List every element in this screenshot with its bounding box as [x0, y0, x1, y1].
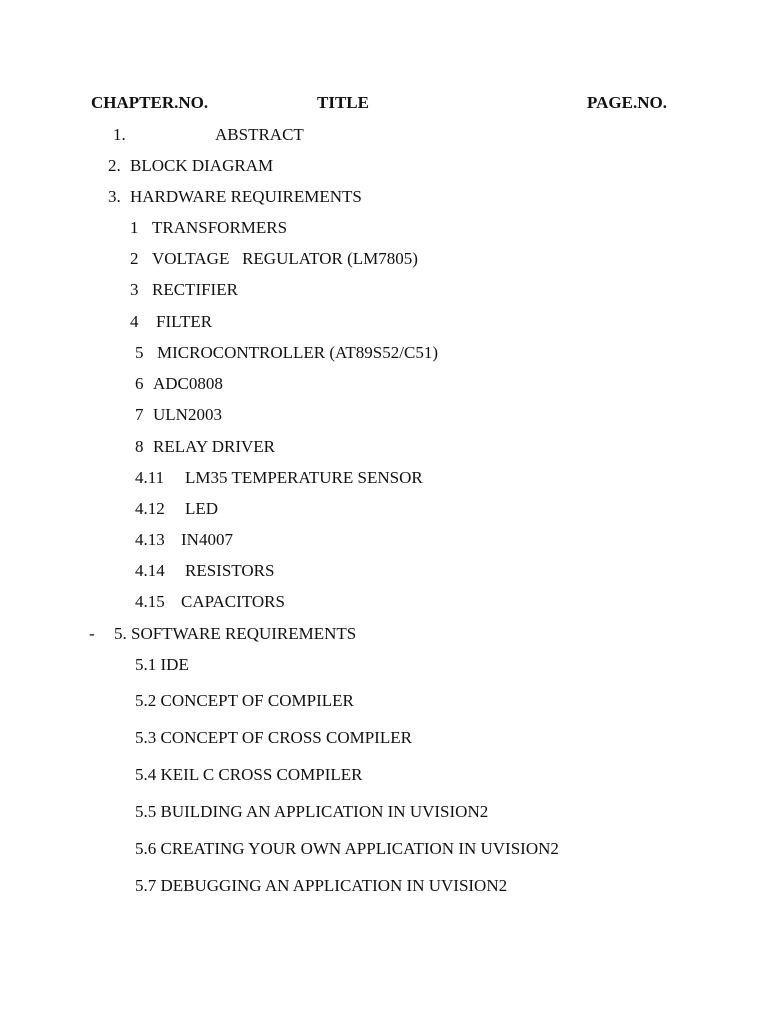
toc-entry-hardware: HARDWARE REQUIREMENTS	[130, 187, 362, 206]
toc-entry-creating: 5.6 CREATING YOUR OWN APPLICATION IN UVISION2	[135, 839, 559, 858]
toc-entry-microcontroller: MICROCONTROLLER (AT89S52/C51)	[157, 343, 438, 362]
toc-entry-cross-compiler: 5.3 CONCEPT OF CROSS COMPILER	[135, 728, 412, 747]
toc-number-uln: 7	[135, 405, 144, 424]
toc-entry-adc: ADC0808	[153, 374, 223, 393]
toc-number-transformers: 1	[130, 218, 139, 237]
toc-number-rectifier: 3	[130, 280, 139, 299]
toc-entry-debugging: 5.7 DEBUGGING AN APPLICATION IN UVISION2	[135, 876, 508, 895]
header-page-no: PAGE.NO.	[587, 93, 667, 112]
toc-number-in4007: 4.13	[135, 530, 165, 549]
toc-entry-in4007: IN4007	[181, 530, 233, 549]
toc-entry-building: 5.5 BUILDING AN APPLICATION IN UVISION2	[135, 802, 489, 821]
toc-entry-lm35: LM35 TEMPERATURE SENSOR	[185, 468, 423, 487]
toc-number-microcontroller: 5	[135, 343, 144, 362]
toc-entry-uln: ULN2003	[153, 405, 222, 424]
toc-entry-software: 5. SOFTWARE REQUIREMENTS	[114, 624, 357, 643]
toc-number-block-diagram: 2.	[108, 156, 121, 175]
toc-entry-capacitors: CAPACITORS	[181, 592, 285, 611]
toc-entry-relay: RELAY DRIVER	[153, 437, 275, 456]
toc-number-capacitors: 4.15	[135, 592, 165, 611]
toc-entry-block-diagram: BLOCK DIAGRAM	[130, 156, 274, 175]
toc-number-led: 4.12	[135, 499, 165, 518]
toc-entry-transformers: TRANSFORMERS	[152, 218, 288, 237]
toc-number-lm35: 4.11	[135, 468, 165, 487]
toc-number-abstract: 1.	[113, 125, 126, 144]
toc-entry-led: LED	[185, 499, 219, 518]
header-chapter-no: CHAPTER.NO.	[91, 93, 209, 112]
toc-number-regulator: 2	[130, 249, 139, 268]
toc-entry-abstract: ABSTRACT	[215, 125, 304, 144]
toc-number-hardware: 3.	[108, 187, 121, 206]
toc-entry-resistors: RESISTORS	[185, 561, 275, 580]
toc-entry-regulator: VOLTAGE REGULATOR (LM7805)	[152, 249, 418, 268]
toc-entry-compiler: 5.2 CONCEPT OF COMPILER	[135, 691, 354, 710]
toc-number-adc: 6	[135, 374, 144, 393]
toc-entry-rectifier: RECTIFIER	[152, 280, 238, 299]
toc-entry-keil: 5.4 KEIL C CROSS COMPILER	[135, 765, 363, 784]
toc-number-relay: 8	[135, 437, 144, 456]
toc-number-resistors: 4.14	[135, 561, 165, 580]
toc-entry-ide: 5.1 IDE	[135, 655, 189, 674]
toc-number-filter: 4	[130, 312, 139, 331]
toc-dash-marker: -	[89, 624, 95, 643]
toc-entry-filter: FILTER	[156, 312, 213, 331]
header-title: TITLE	[317, 93, 369, 112]
